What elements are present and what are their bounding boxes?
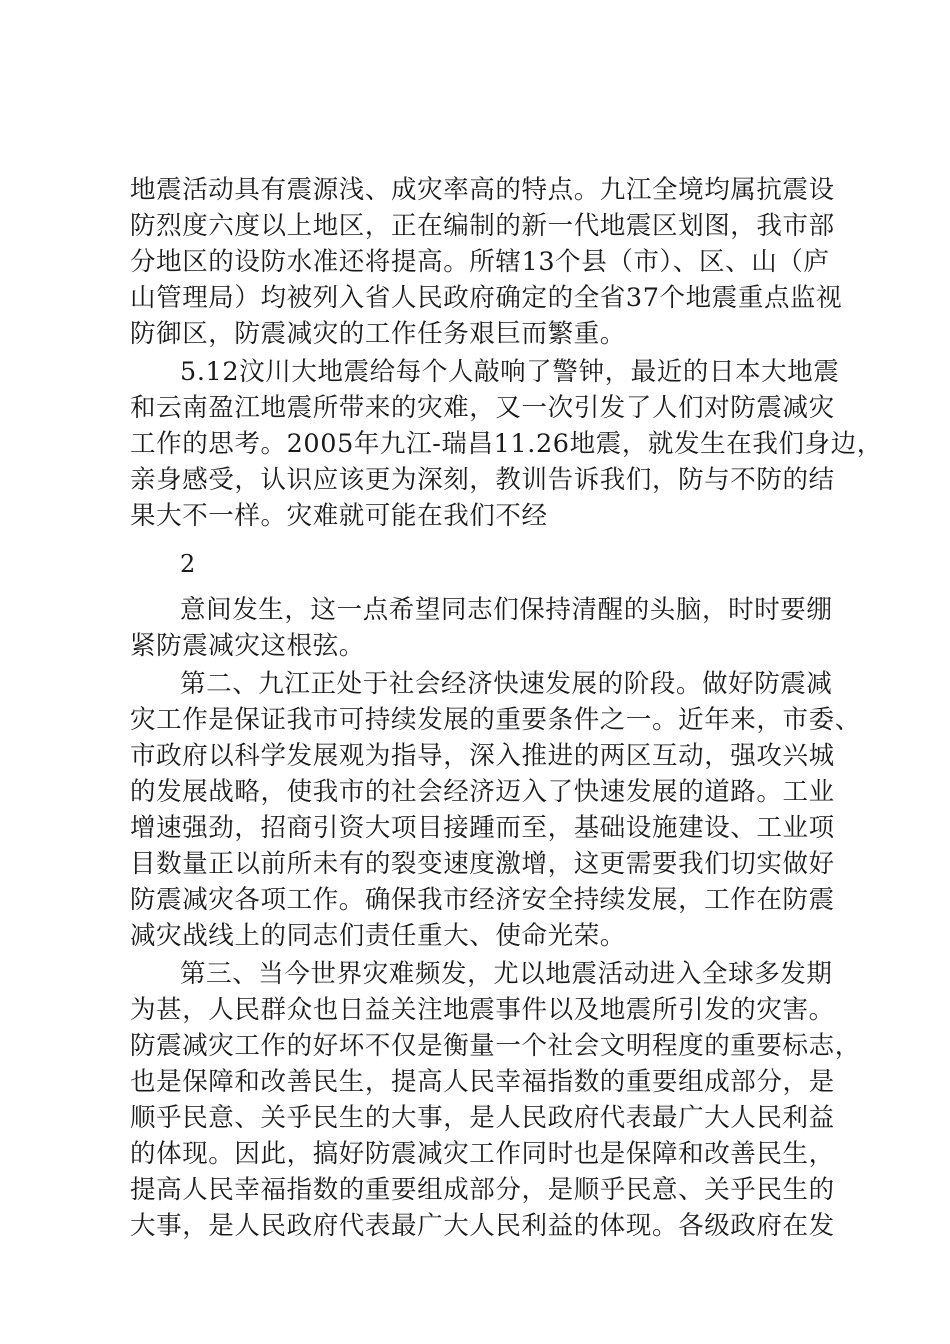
text-line: 分地区的设防水准还将提高。所辖13个县（市）、区、山（庐 [130,247,830,277]
text-line: 市政府以科学发展观为指导，深入推进的两区互动，强攻兴城 [130,741,835,771]
text-line: 防震减灾工作的好坏不仅是衡量一个社会文明程度的重要标志， [130,1031,861,1061]
text-line: 山管理局）均被列入省人民政府确定的全省37个地震重点监视 [130,283,843,313]
text-line: 增速强劲，招商引资大项目接踵而至，基础设施建设、工业项 [130,813,835,843]
text-line: 目数量正以前所未有的裂变速度激增，这更需要我们切实做好 [130,849,835,879]
text-line: 和云南盈江地震所带来的灾难，又一次引发了人们对防震减灾 [130,393,835,423]
text-line: 5.12汶川大地震给每个人敲响了警钟，最近的日本大地震 [180,357,840,387]
text-line: 为甚，人民群众也日益关注地震事件以及地震所引发的灾害。 [130,995,835,1025]
text-line: 顺乎民意、关乎民生的大事，是人民政府代表最广大人民利益 [130,1103,835,1133]
inline-page-number: 2 [180,550,196,578]
text-line: 第三、当今世界灾难频发，尤以地震活动进入全球多发期 [180,959,833,989]
text-line: 灾工作是保证我市可持续发展的重要条件之一。近年来，市委、 [130,705,861,735]
text-line: 防烈度六度以上地区，正在编制的新一代地震区划图，我市部 [130,211,835,241]
text-line: 亲身感受，认识应该更为深刻，教训告诉我们，防与不防的结 [130,465,835,495]
text-line: 紧防震减灾这根弦。 [130,631,365,661]
text-line: 提高人民幸福指数的重要组成部分，是顺乎民意、关乎民生的 [130,1175,835,1205]
text-line: 地震活动具有震源浅、成灾率高的特点。九江全境均属抗震设 [130,175,835,205]
text-line: 工作的思考。2005年九江-瑞昌11.26地震，就发生在我们身边， [130,429,883,459]
text-line: 也是保障和改善民生，提高人民幸福指数的重要组成部分，是 [130,1067,835,1097]
text-line: 防震减灾各项工作。确保我市经济安全持续发展，工作在防震 [130,885,835,915]
text-line: 的发展战略，使我市的社会经济迈入了快速发展的道路。工业 [130,777,835,807]
text-line: 减灾战线上的同志们责任重大、使命光荣。 [130,921,626,951]
text-line: 意间发生，这一点希望同志们保持清醒的头脑，时时要绷 [180,595,833,625]
text-line: 果大不一样。灾难就可能在我们不经 [130,501,548,531]
text-line: 的体现。因此，搞好防震减灾工作同时也是保障和改善民生， [130,1139,835,1169]
text-line: 第二、九江正处于社会经济快速发展的阶段。做好防震减 [180,669,833,699]
text-line: 大事，是人民政府代表最广大人民利益的体现。各级政府在发 [130,1211,835,1241]
text-line: 防御区，防震减灾的工作任务艰巨而繁重。 [130,319,626,349]
